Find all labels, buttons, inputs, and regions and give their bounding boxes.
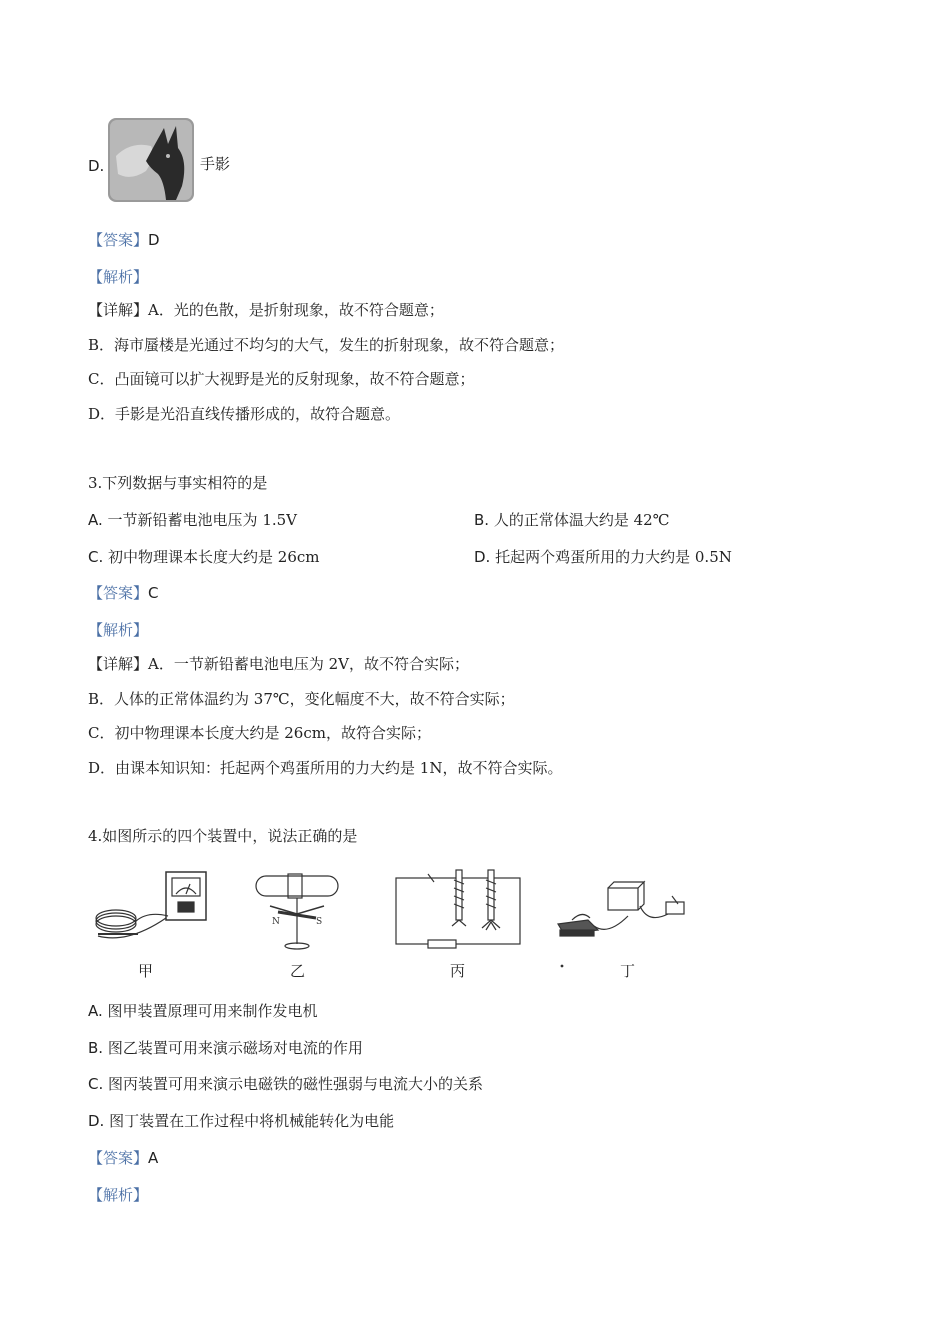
option-text: 图甲装置原理可用来制作发电机	[107, 1002, 318, 1020]
q2-analysis-tag: 【解析】	[88, 268, 149, 286]
q2-answer	[88, 230, 160, 250]
q2-detail-line-1	[88, 300, 444, 320]
q3-detail-line-4: D．由课本知识知：托起两个鸡蛋所用的力大约是 1N，故不符合实际。	[88, 759, 563, 777]
detail-text: A．光的色散，是折射现象，故不符合题意；	[148, 301, 444, 319]
answer-value: A	[148, 1149, 159, 1167]
answer-tag: 【答案】	[88, 231, 149, 249]
option-text: 托起两个鸡蛋所用的力大约是 0.5N	[495, 548, 732, 566]
q4-option-a[interactable]	[88, 1001, 318, 1021]
q4-option-b[interactable]	[88, 1038, 363, 1058]
detail-text: A．一节新铅蓄电池电压为 2V，故不符合实际；	[148, 655, 469, 673]
q3-option-b[interactable]	[474, 510, 669, 530]
option-text: 图乙装置可用来演示磁场对电流的作用	[107, 1039, 363, 1057]
detail-tag: 【详解】	[88, 655, 149, 673]
q3-answer	[88, 583, 159, 603]
q4-stem: 4.如图所示的四个装置中，说法正确的是	[88, 827, 358, 845]
q3-analysis-tag: 【解析】	[88, 621, 149, 639]
option-text: 初中物理课本长度大约是 26cm	[108, 548, 320, 566]
option-text: 图丙装置可用来演示电磁铁的磁性强弱与电流大小的关系	[108, 1075, 484, 1093]
option-text: 图丁装置在工作过程中将机械能转化为电能	[109, 1112, 395, 1130]
q3-option-d[interactable]	[474, 547, 732, 567]
option-letter: A.	[88, 1002, 103, 1020]
q2-detail-line-2: B．海市蜃楼是光通过不均匀的大气，发生的折射现象，故不符合题意；	[88, 336, 565, 354]
q4-option-d[interactable]	[88, 1111, 394, 1131]
hand-shadow-image	[106, 116, 196, 204]
answer-value: C	[148, 584, 159, 602]
q3-detail-line-1	[88, 654, 469, 674]
q4-option-c[interactable]	[88, 1074, 483, 1094]
q3-detail-line-3: C．初中物理课本长度大约是 26cm，故符合实际；	[88, 724, 431, 742]
option-d-label: 手影	[200, 155, 231, 173]
q4-apparatus-figure	[88, 866, 698, 981]
svg-text:S: S	[316, 917, 323, 927]
svg-text:N: N	[272, 917, 280, 927]
option-letter: B.	[88, 1039, 104, 1057]
figure-label-bing: 丙	[450, 962, 466, 980]
option-letter: D.	[88, 1112, 105, 1130]
figure-label-ding: 丁	[620, 962, 636, 980]
answer-tag: 【答案】	[88, 584, 149, 602]
option-text: 一节新铅蓄电池电压为 1.5V	[107, 511, 298, 529]
option-letter: C.	[88, 548, 104, 566]
q3-option-a[interactable]	[88, 510, 297, 530]
answer-tag: 【答案】	[88, 1149, 149, 1167]
option-d-letter: D.	[88, 157, 105, 175]
figure-label-yi: 乙	[290, 962, 306, 980]
q2-detail-line-3: C．凸面镜可以扩大视野是光的反射现象，故不符合题意；	[88, 370, 475, 388]
q3-option-c[interactable]	[88, 547, 320, 567]
option-letter: A.	[88, 511, 103, 529]
q4-analysis-tag: 【解析】	[88, 1186, 149, 1204]
q3-stem: 3.下列数据与事实相符的是	[88, 474, 268, 492]
option-letter: B.	[474, 511, 490, 529]
option-letter: D.	[474, 548, 491, 566]
detail-tag: 【详解】	[88, 301, 149, 319]
q4-answer	[88, 1148, 158, 1168]
option-letter: C.	[88, 1075, 104, 1093]
figure-label-jia: 甲	[138, 962, 154, 980]
q2-detail-line-4: D．手影是光沿直线传播形成的，故符合题意。	[88, 405, 401, 423]
answer-value: D	[148, 231, 160, 249]
q3-detail-line-2: B．人体的正常体温约为 37℃，变化幅度不大，故不符合实际；	[88, 690, 515, 708]
option-text: 人的正常体温大约是 42℃	[493, 511, 670, 529]
